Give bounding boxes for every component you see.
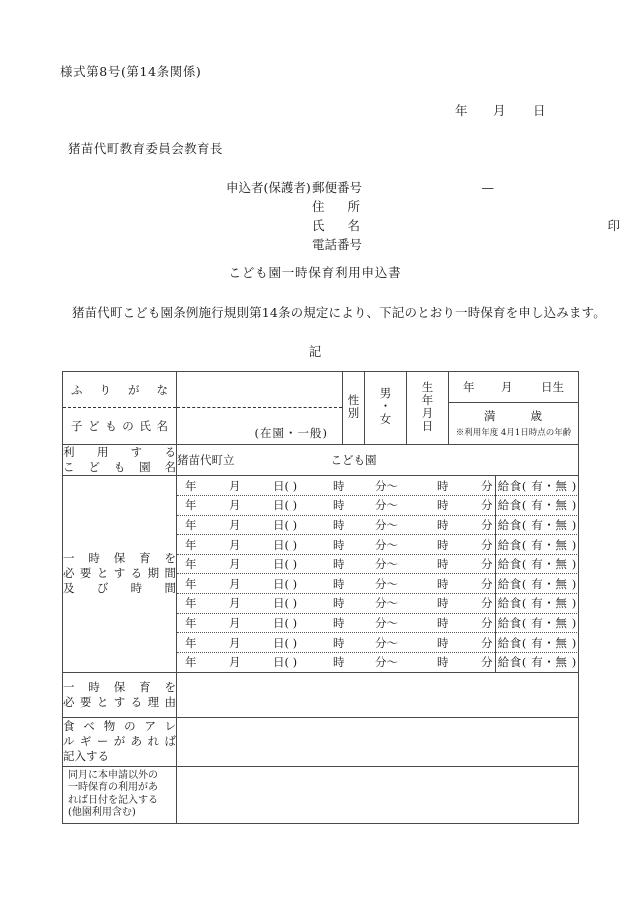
other-use-label-line2: 一時保育の利用があ (68, 782, 158, 794)
schedule-cell (177, 476, 579, 673)
schedule-row[interactable] (177, 594, 579, 614)
schedule-row[interactable] (177, 515, 579, 535)
facility-input-cell[interactable] (177, 445, 579, 476)
other-use-input-cell[interactable] (177, 766, 579, 823)
birthdate-input-cell[interactable] (449, 372, 579, 445)
age-fields[interactable] (449, 403, 578, 444)
applicant-lead-label: 申込者(保護者) (226, 180, 311, 195)
addressee: 猪苗代町教育委員会教育長 (68, 141, 223, 156)
period-label-line3: 及び時間 (63, 581, 176, 596)
furigana-label: ふりがな (71, 382, 168, 397)
schedule-meal-cell[interactable]: 給食( 有・無 ) (495, 613, 579, 633)
schedule-datetime-cell[interactable]: 年 月 日( ) 時 分〜 時 分 (177, 633, 495, 653)
schedule-datetime-cell[interactable]: 年 月 日( ) 時 分〜 時 分 (177, 554, 495, 574)
schedule-meal-cell[interactable]: 給食( 有・無 ) (495, 652, 579, 672)
seal-mark: 印 (607, 218, 620, 233)
period-label-line2: 必要とする期間 (63, 566, 176, 581)
schedule-row[interactable] (177, 652, 579, 672)
schedule-meal-cell[interactable]: 給食( 有・無 ) (495, 496, 579, 516)
birthdate-label-cell (407, 372, 449, 445)
child-name-input[interactable] (177, 408, 342, 444)
address-label: 住 所 (312, 199, 360, 214)
document-title: こども園一時保育利用申込書 (228, 265, 402, 280)
header-date-line (455, 101, 546, 119)
period-label-cell (63, 476, 177, 673)
schedule-row[interactable] (177, 554, 579, 574)
table-row-other-use (63, 766, 579, 823)
other-use-label-line3: れば日付を記入する (68, 794, 158, 806)
period-label-line1: 一時保育を (63, 551, 176, 566)
schedule-row[interactable] (177, 535, 579, 555)
form-number: 様式第8号(第14条関係) (60, 64, 202, 79)
schedule-datetime-cell[interactable]: 年 月 日( ) 時 分〜 時 分 (177, 613, 495, 633)
allergy-label-cell (63, 717, 177, 766)
applicant-name-label: 氏 名 (312, 218, 360, 233)
age-row (484, 408, 543, 424)
reason-input-cell[interactable] (177, 672, 579, 717)
furigana-label-wrap (63, 372, 176, 408)
birthdate-label: 生年月日 (420, 380, 435, 433)
header-date-year: 年 (455, 103, 468, 118)
schedule-datetime-cell[interactable]: 年 月 日( ) 時 分〜 時 分 (177, 476, 495, 496)
application-table (62, 371, 579, 824)
schedule-datetime-cell[interactable]: 年 月 日( ) 時 分〜 時 分 (177, 574, 495, 594)
allergy-label-line1: 食べ物のアレ (63, 719, 176, 734)
schedule-datetime-cell[interactable]: 年 月 日( ) 時 分〜 時 分 (177, 594, 495, 614)
facility-label-cell (63, 445, 177, 476)
table-row-reason (63, 672, 579, 717)
schedule-datetime-cell[interactable]: 年 月 日( ) 時 分〜 時 分 (177, 535, 495, 555)
birthdate-fields[interactable] (449, 373, 578, 403)
allergy-label-line3: 記入する (63, 749, 109, 764)
schedule-row[interactable] (177, 613, 579, 633)
child-name-input-cell[interactable] (177, 372, 343, 445)
schedule-meal-cell[interactable]: 給食( 有・無 ) (495, 476, 579, 496)
facility-prefix: 猪苗代町立 (177, 453, 235, 467)
schedule-table (177, 476, 579, 672)
facility-label-line1: 利用する (63, 445, 176, 459)
allergy-label-line2: ルギーがあれば (63, 734, 176, 749)
reason-label-line1: 一時保育を (63, 679, 176, 694)
schedule-meal-cell[interactable]: 給食( 有・無 ) (495, 574, 579, 594)
schedule-row[interactable] (177, 633, 579, 653)
child-name-label-wrap (63, 408, 176, 444)
header-date-month: 月 (493, 103, 506, 118)
header-date-day: 日 (533, 103, 546, 118)
table-row-facility (63, 445, 579, 476)
birth-day-label: 日生 (541, 380, 564, 394)
table-row-period (63, 476, 579, 673)
facility-label-line2: こども園名 (63, 460, 176, 474)
reason-label-cell (63, 672, 177, 717)
schedule-meal-cell[interactable]: 給食( 有・無 ) (495, 515, 579, 535)
other-use-label-line1: 同月に本申請以外の (68, 769, 158, 781)
child-name-label: 子どもの氏名 (71, 419, 168, 433)
applicant-block (226, 178, 620, 254)
schedule-datetime-cell[interactable]: 年 月 日( ) 時 分〜 時 分 (185, 655, 493, 670)
postal-code-dash: — (481, 180, 494, 195)
applicant-name-row (226, 216, 620, 235)
furigana-input[interactable] (177, 372, 342, 408)
phone-label: 電話番号 (312, 237, 363, 252)
sex-options-cell[interactable] (365, 372, 407, 445)
other-use-label-line4: (他園利用含む) (68, 807, 136, 819)
schedule-meal-cell[interactable]: 給食( 有・無 ) (495, 633, 579, 653)
sex-label-cell (343, 372, 365, 445)
enrollment-note: (在園・一般) (254, 426, 328, 440)
schedule-meal-cell[interactable]: 給食( 有・無 ) (495, 554, 579, 574)
sex-options: 男・女 (378, 387, 393, 426)
ki-marker: 記 (308, 344, 322, 359)
allergy-input-cell[interactable] (177, 717, 579, 766)
postal-code-label: 郵便番号 (312, 180, 363, 195)
schedule-row[interactable] (177, 476, 579, 496)
child-name-label-cell (63, 372, 177, 445)
table-row-child-name (63, 372, 579, 445)
sex-label: 性別 (346, 393, 361, 420)
table-row-allergy (63, 717, 579, 766)
applicant-postal-row (226, 178, 620, 197)
applicant-address-row (226, 197, 620, 216)
age-unit-label: 歳 (530, 409, 543, 423)
schedule-row[interactable] (177, 574, 579, 594)
other-use-label-cell (63, 766, 177, 823)
birth-month-label: 月 (501, 380, 513, 394)
schedule-meal-cell[interactable]: 給食( 有・無 ) (495, 535, 579, 555)
schedule-datetime-cell[interactable]: 年 月 日( ) 時 分〜 時 分 (177, 515, 495, 535)
schedule-datetime-cell[interactable]: 年 月 日( ) 時 分〜 時 分 (177, 496, 495, 516)
reason-label-line2: 必要とする理由 (63, 694, 176, 709)
applicant-phone-row (226, 235, 620, 254)
age-note: ※利用年度 4月1日時点の年齢 (455, 428, 572, 438)
document-body-text: 猪苗代町こども園条例施行規則第14条の規定により、下記のとおり一時保育を申し込みます。 (72, 305, 606, 320)
schedule-row[interactable] (177, 496, 579, 516)
age-full-label: 満 (484, 409, 497, 423)
birth-year-label: 年 (463, 380, 475, 394)
facility-suffix: こども園 (330, 453, 377, 467)
schedule-meal-cell[interactable]: 給食( 有・無 ) (495, 594, 579, 614)
